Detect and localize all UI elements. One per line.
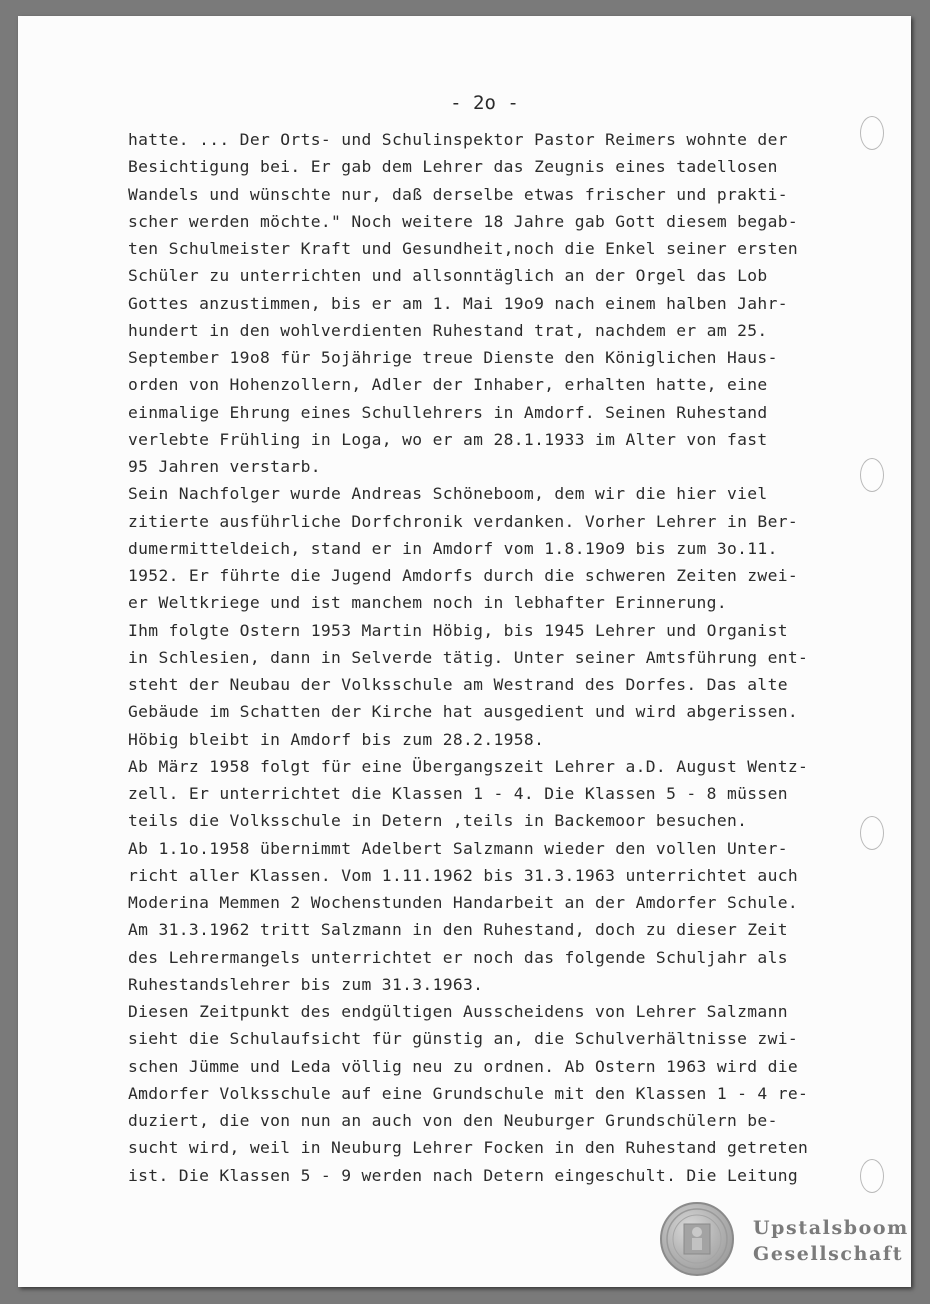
punch-hole-icon: [860, 458, 884, 492]
text-line: scher werden möchte." Noch weitere 18 Jahre gab Gott diesem begab-: [128, 211, 799, 231]
text-line: hatte. ... Der Orts- und Schulinspektor Pastor Reimers wohnte der: [128, 130, 788, 149]
text-line: Besichtigung bei. Er gab dem Lehrer das Zeugnis eines tadellosen: [128, 157, 778, 177]
text-line: Ab März 1958 folgt für eine Übergangszeit Lehrer a.D. August Wentz-: [128, 756, 809, 776]
text-line: hundert in den wohlverdienten Ruhestand trat, nachdem er am 25.: [128, 320, 768, 340]
text-line: 1952. Er führte die Jugend Amdorfs durch die schweren Zeiten zwei-: [128, 566, 799, 585]
text-line: ten Schulmeister Kraft und Gesundheit,noch die Enkel seiner ersten: [128, 239, 799, 258]
page-number: - 2o -: [450, 92, 519, 114]
text-line: sieht die Schulaufsicht für günstig an, die Schulverhältnisse zwi-: [128, 1029, 799, 1049]
text-line: Ab 1.1o.1958 übernimmt Adelbert Salzmann wieder den vollen Unter-: [128, 838, 788, 858]
text-line: einmalige Ehrung eines Schullehrers in Amdorf. Seinen Ruhestand: [128, 402, 768, 422]
text-line: verlebte Frühling in Loga, wo er am 28.1.1933 im Alter von fast: [128, 429, 768, 449]
text-line: Gebäude im Schatten der Kirche hat ausgedient und wird abgerissen.: [128, 702, 799, 722]
text-line: Ruhestandslehrer bis zum 31.3.1963.: [128, 974, 484, 994]
text-line: Schüler zu unterrichten und allsonntäglich an der Orgel das Lob: [128, 266, 768, 286]
text-line: Gottes anzustimmen, bis er am 1. Mai 19o9 nach einem halben Jahr-: [128, 293, 788, 313]
text-line: Höbig bleibt in Amdorf bis zum 28.2.1958.: [128, 729, 545, 749]
text-line: Diesen Zeitpunkt des endgültigen Ausscheidens von Lehrer Salzmann: [128, 1002, 788, 1021]
text-line: Moderina Memmen 2 Wochenstunden Handarbeit an der Amdorfer Schule.: [128, 893, 799, 912]
punch-hole-icon: [860, 816, 884, 850]
text-line: Am 31.3.1962 tritt Salzmann in den Ruhestand, doch zu dieser Zeit: [128, 920, 788, 940]
punch-hole-icon: [860, 1159, 884, 1193]
text-line: in Schlesien, dann in Selverde tätig. Unter seiner Amtsführung ent-: [128, 647, 809, 667]
text-line: teils die Volksschule in Detern ,teils in Backemoor besuchen.: [128, 811, 748, 831]
text-line: Ihm folgte Ostern 1953 Martin Höbig, bis 1945 Lehrer und Organist: [128, 620, 788, 640]
text-line: duziert, die von nun an auch von den Neuburger Grundschülern be-: [128, 1111, 778, 1130]
text-line: sucht wird, weil in Neuburg Lehrer Focken in den Ruhestand getreten: [128, 1138, 809, 1158]
text-line: er Weltkriege und ist manchem noch in lebhafter Erinnerung.: [128, 593, 727, 613]
text-line: zitierte ausführliche Dorfchronik verdanken. Vorher Lehrer in Ber-: [128, 511, 799, 531]
text-line: Sein Nachfolger wurde Andreas Schöneboom, dem wir die hier viel: [128, 484, 768, 504]
watermark-brand: [753, 1215, 909, 1267]
watermark-line1: Upstalsboom: [753, 1217, 909, 1239]
watermark-line2: Gesellschaft: [753, 1243, 904, 1265]
punch-hole-icon: [860, 116, 884, 150]
body-text: [128, 126, 863, 1189]
text-line: Wandels und wünschte nur, daß derselbe etwas frischer und prakti-: [128, 184, 788, 204]
text-line: orden von Hohenzollern, Adler der Inhaber, erhalten hatte, eine: [128, 375, 768, 395]
document-page: [18, 16, 911, 1287]
text-line: des Lehrermangels unterrichtet er noch das folgende Schuljahr als: [128, 947, 788, 967]
text-line: schen Jümme und Leda völlig neu zu ordnen. Ab Ostern 1963 wird die: [128, 1056, 799, 1076]
text-line: dumermitteldeich, stand er in Amdorf vom 1.8.19o9 bis zum 3o.11.: [128, 538, 778, 558]
text-line: September 19o8 für 5ojährige treue Dienste den Königlichen Haus-: [128, 348, 778, 367]
text-line: zell. Er unterrichtet die Klassen 1 - 4. Die Klassen 5 - 8 müssen: [128, 784, 788, 803]
text-line: 95 Jahren verstarb.: [128, 457, 321, 476]
text-line: Amdorfer Volksschule auf eine Grundschule mit den Klassen 1 - 4 re-: [128, 1083, 809, 1103]
coin-seal-icon: [660, 1202, 734, 1276]
text-line: ist. Die Klassen 5 - 9 werden nach Detern eingeschult. Die Leitung: [128, 1165, 799, 1185]
text-line: steht der Neubau der Volksschule am Westrand des Dorfes. Das alte: [128, 675, 788, 694]
text-line: richt aller Klassen. Vom 1.11.1962 bis 31.3.1963 unterrichtet auch: [128, 865, 799, 885]
